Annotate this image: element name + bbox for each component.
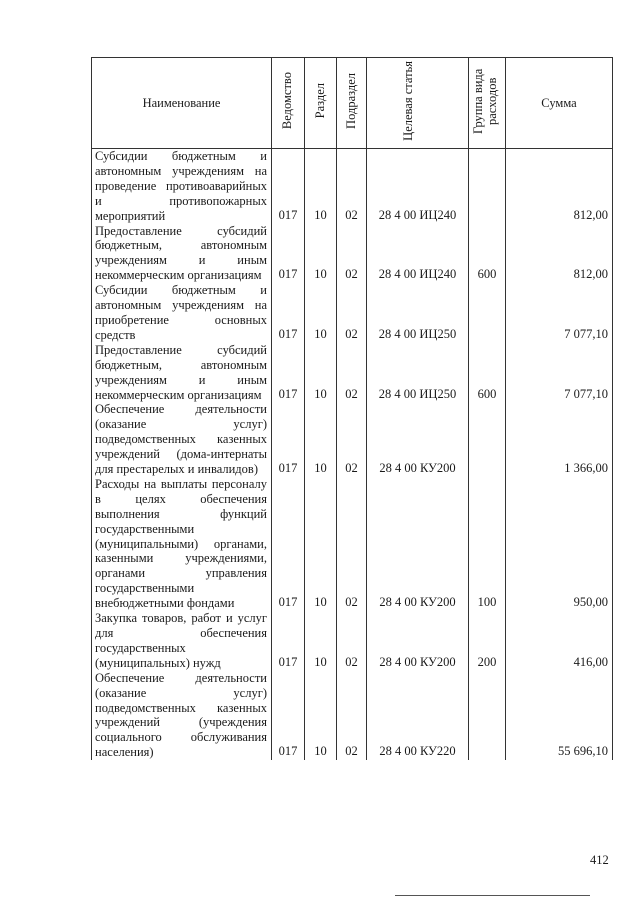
row-summa: 1 366,00: [506, 402, 613, 477]
row-razdel: 10: [305, 343, 337, 403]
budget-table: [91, 57, 613, 760]
row-name: Обеспечение деятельности (оказание услуг) подведомственных казенных учреждений (учреждения социального обслуживания населения): [92, 671, 272, 760]
row-razdel: 10: [305, 671, 337, 760]
header-gruppa: Группа вида расходов: [469, 58, 506, 149]
row-summa: 416,00: [506, 611, 613, 671]
row-name: Предоставление субсидий бюджетным, автономным учреждениям и иным некоммерческим организациям: [92, 343, 272, 403]
row-vedomstvo: 017: [272, 611, 305, 671]
table-body: [92, 149, 613, 761]
row-celevaya: 28 4 00 ИЦ240: [367, 224, 469, 284]
row-razdel: 10: [305, 402, 337, 477]
row-gruppa: 600: [469, 343, 506, 403]
row-podrazdel: 02: [337, 671, 367, 760]
table-row: [92, 671, 613, 760]
row-razdel: 10: [305, 477, 337, 611]
header-row: [92, 58, 613, 149]
row-razdel: 10: [305, 149, 337, 224]
row-vedomstvo: 017: [272, 402, 305, 477]
row-vedomstvo: 017: [272, 224, 305, 284]
row-podrazdel: 02: [337, 477, 367, 611]
table-row: [92, 283, 613, 343]
row-summa: 950,00: [506, 477, 613, 611]
row-gruppa: [469, 149, 506, 224]
row-razdel: 10: [305, 224, 337, 284]
table-row: [92, 343, 613, 403]
table-row: [92, 224, 613, 284]
row-celevaya: 28 4 00 ИЦ250: [367, 283, 469, 343]
row-celevaya: 28 4 00 КУ220: [367, 671, 469, 760]
row-gruppa: [469, 283, 506, 343]
row-celevaya: 28 4 00 КУ200: [367, 611, 469, 671]
row-name: Субсидии бюджетным и автономным учреждениям на проведение противоаварийных и противопожарных мероприятий: [92, 149, 272, 224]
row-name: Обеспечение деятельности (оказание услуг) подведомственных казенных учреждений (дома-интернаты для престарелых и инвалидов): [92, 402, 272, 477]
row-vedomstvo: 017: [272, 671, 305, 760]
row-summa: 812,00: [506, 149, 613, 224]
row-celevaya: 28 4 00 КУ200: [367, 402, 469, 477]
table-row: [92, 611, 613, 671]
row-podrazdel: 02: [337, 224, 367, 284]
row-podrazdel: 02: [337, 149, 367, 224]
row-gruppa: 100: [469, 477, 506, 611]
row-summa: 7 077,10: [506, 343, 613, 403]
table-row: [92, 477, 613, 611]
header-vedomstvo: Ведомство: [272, 58, 305, 149]
header-podrazdel: Подраздел: [337, 58, 367, 149]
row-gruppa: [469, 671, 506, 760]
row-podrazdel: 02: [337, 402, 367, 477]
row-celevaya: 28 4 00 ИЦ240: [367, 149, 469, 224]
row-summa: 55 696,10: [506, 671, 613, 760]
row-razdel: 10: [305, 283, 337, 343]
row-podrazdel: 02: [337, 343, 367, 403]
row-celevaya: 28 4 00 КУ200: [367, 477, 469, 611]
row-vedomstvo: 017: [272, 149, 305, 224]
row-podrazdel: 02: [337, 611, 367, 671]
row-vedomstvo: 017: [272, 283, 305, 343]
row-gruppa: 600: [469, 224, 506, 284]
table-row: [92, 402, 613, 477]
header-razdel: Раздел: [305, 58, 337, 149]
row-razdel: 10: [305, 611, 337, 671]
row-summa: 7 077,10: [506, 283, 613, 343]
row-name: Субсидии бюджетным и автономным учреждениям на приобретение основных средств: [92, 283, 272, 343]
header-summa: Сумма: [506, 58, 613, 149]
row-name: Расходы на выплаты персоналу в целях обеспечения выполнения функций государственными (муниципальными) органами, казенными учреждениями, органами управления государственными внебюджетными фондами: [92, 477, 272, 611]
row-name: Предоставление субсидий бюджетным, автономным учреждениям и иным некоммерческим организациям: [92, 224, 272, 284]
row-podrazdel: 02: [337, 283, 367, 343]
header-name: Наименование: [92, 58, 272, 149]
table-row: [92, 149, 613, 224]
header-celevaya: Целевая статья: [367, 58, 469, 149]
row-vedomstvo: 017: [272, 477, 305, 611]
row-name: Закупка товаров, работ и услуг для обеспечения государственных (муниципальных) нужд: [92, 611, 272, 671]
page-number: 412: [590, 853, 609, 867]
footer-rule: [395, 895, 590, 896]
row-summa: 812,00: [506, 224, 613, 284]
row-gruppa: [469, 402, 506, 477]
row-vedomstvo: 017: [272, 343, 305, 403]
row-celevaya: 28 4 00 ИЦ250: [367, 343, 469, 403]
row-gruppa: 200: [469, 611, 506, 671]
